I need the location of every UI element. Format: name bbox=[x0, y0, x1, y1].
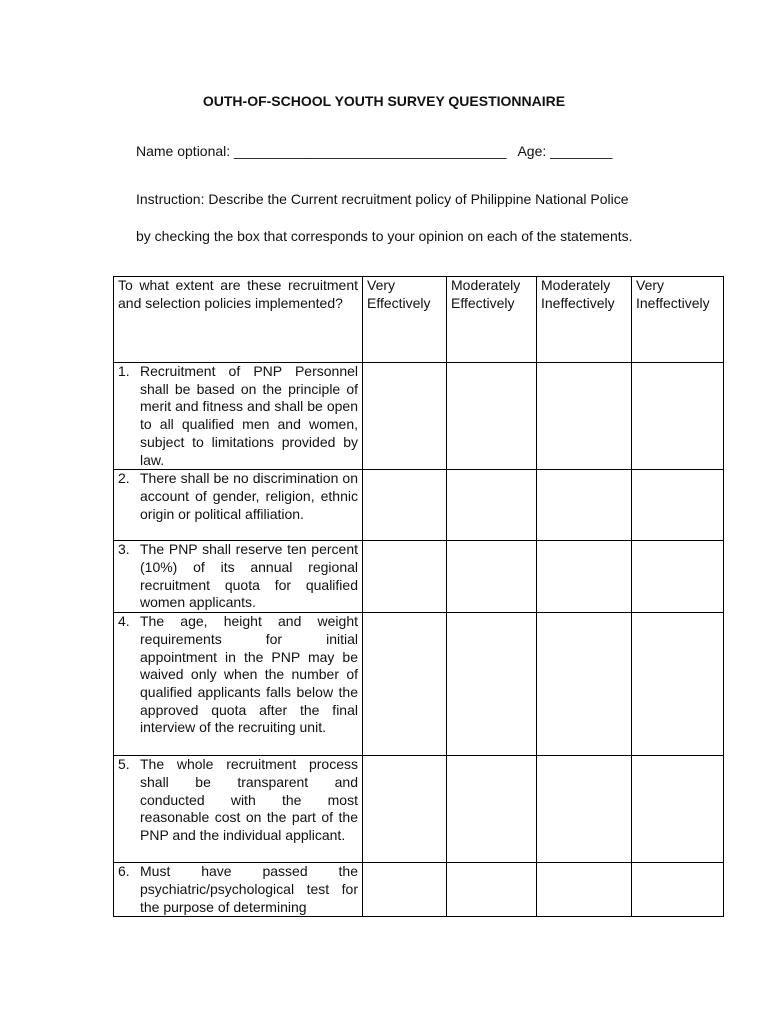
header-very-effectively: Very Effectively bbox=[363, 277, 447, 363]
checkbox-moderately-effectively[interactable] bbox=[447, 470, 537, 541]
item-number: 6. bbox=[118, 863, 130, 880]
item-number: 2. bbox=[118, 470, 130, 487]
survey-table bbox=[113, 276, 724, 917]
item-number: 4. bbox=[118, 613, 130, 630]
instruction-line-2: by checking the box that corresponds to your opinion on each of the statements. bbox=[136, 228, 633, 244]
checkbox-very-effectively[interactable] bbox=[363, 613, 447, 756]
checkbox-moderately-effectively[interactable] bbox=[447, 613, 537, 756]
checkbox-very-ineffectively[interactable] bbox=[632, 863, 724, 917]
checkbox-very-ineffectively[interactable] bbox=[632, 470, 724, 541]
checkbox-moderately-effectively[interactable] bbox=[447, 756, 537, 863]
checkbox-moderately-ineffectively[interactable] bbox=[537, 470, 632, 541]
document-title: OUTH-OF-SCHOOL YOUTH SURVEY QUESTIONNAIRE bbox=[202, 93, 566, 109]
item-text: The age, height and weight requirements for initial appointment in the PNP may be waived only when the number of qualified applicants falls below the approved quota after the final interview of the recruiting unit. bbox=[140, 613, 358, 736]
header-very-ineffectively: Very Ineffectively bbox=[632, 277, 724, 363]
checkbox-moderately-ineffectively[interactable] bbox=[537, 541, 632, 613]
checkbox-very-effectively[interactable] bbox=[363, 541, 447, 613]
item-text: Must have passed the psychiatric/psychological test for the purpose of determining bbox=[140, 863, 358, 915]
table-row bbox=[114, 470, 724, 541]
checkbox-moderately-ineffectively[interactable] bbox=[537, 863, 632, 917]
item-number: 3. bbox=[118, 541, 130, 558]
header-question: To what extent are these recruitment and selection policies implemented? bbox=[114, 277, 363, 363]
statement-cell bbox=[114, 470, 363, 541]
instruction-line-1: Instruction: Describe the Current recruitment policy of Philippine National Police bbox=[136, 191, 629, 207]
statement-cell bbox=[114, 541, 363, 613]
item-text: The whole recruitment process shall be transparent and conducted with the most reasonable cost on the part of the PNP and the individual applicant. bbox=[140, 756, 358, 844]
checkbox-very-ineffectively[interactable] bbox=[632, 613, 724, 756]
item-text: The PNP shall reserve ten percent (10%) of its annual regional recruitment quota for qualified women applicants. bbox=[140, 541, 358, 611]
header-moderately-effectively: Moderately Effectively bbox=[447, 277, 537, 363]
statement-cell bbox=[114, 613, 363, 756]
table-row bbox=[114, 363, 724, 470]
checkbox-moderately-effectively[interactable] bbox=[447, 363, 537, 470]
checkbox-moderately-effectively[interactable] bbox=[447, 863, 537, 917]
item-text: Recruitment of PNP Personnel shall be based on the principle of merit and fitness and shall be open to all qualified men and women, subject to limitations provided by law. bbox=[140, 363, 358, 468]
statement-cell bbox=[114, 363, 363, 470]
item-number: 5. bbox=[118, 756, 130, 773]
name-age-line: Name optional: ___________________________________ Age: ________ bbox=[136, 143, 613, 159]
checkbox-very-effectively[interactable] bbox=[363, 470, 447, 541]
table-header-row bbox=[114, 277, 724, 363]
checkbox-very-effectively[interactable] bbox=[363, 863, 447, 917]
checkbox-moderately-ineffectively[interactable] bbox=[537, 756, 632, 863]
checkbox-very-ineffectively[interactable] bbox=[632, 756, 724, 863]
statement-cell bbox=[114, 863, 363, 917]
checkbox-very-ineffectively[interactable] bbox=[632, 363, 724, 470]
table-row bbox=[114, 863, 724, 917]
checkbox-moderately-effectively[interactable] bbox=[447, 541, 537, 613]
checkbox-moderately-ineffectively[interactable] bbox=[537, 613, 632, 756]
checkbox-very-effectively[interactable] bbox=[363, 363, 447, 470]
table-row bbox=[114, 756, 724, 863]
checkbox-moderately-ineffectively[interactable] bbox=[537, 363, 632, 470]
item-text: There shall be no discrimination on account of gender, religion, ethnic origin or political affiliation. bbox=[140, 470, 358, 522]
checkbox-very-effectively[interactable] bbox=[363, 756, 447, 863]
checkbox-very-ineffectively[interactable] bbox=[632, 541, 724, 613]
statement-cell bbox=[114, 756, 363, 863]
table-row bbox=[114, 541, 724, 613]
item-number: 1. bbox=[118, 363, 130, 379]
header-moderately-ineffectively: Moderately Ineffectively bbox=[537, 277, 632, 363]
table-row bbox=[114, 613, 724, 756]
